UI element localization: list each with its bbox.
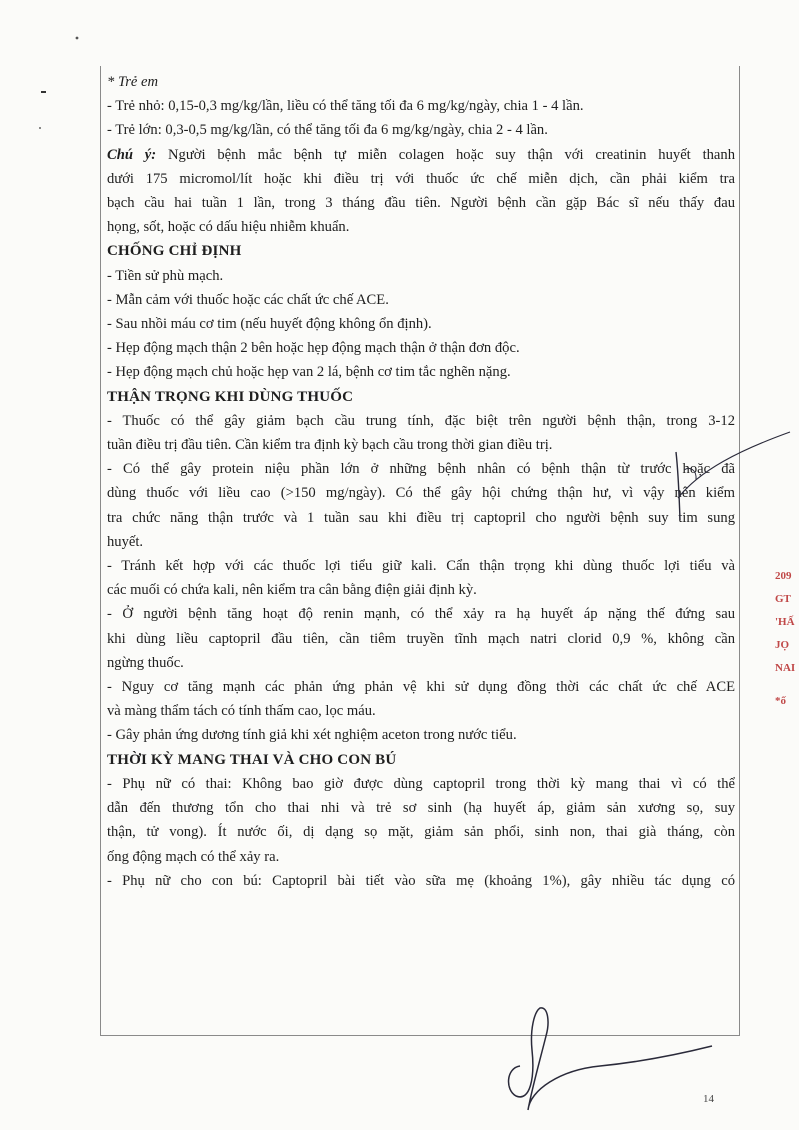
text-line: tuần điều trị đầu tiên. Cần kiểm tra định kỳ bạch cầu trong thời gian điều trị. — [107, 437, 553, 454]
red-stamp-fragment — [775, 565, 799, 713]
text-line: tra chức năng thận trước và 1 tuần sau khi điều trị captopril cho người bệnh suy tim sung — [107, 509, 735, 526]
stamp-text-line: 209 — [775, 570, 792, 582]
text-line: - Nguy cơ tăng mạnh các phản ứng phản vệ khi sử dụng đồng thời các chất ức chế ACE — [107, 679, 735, 696]
text-line: và màng thẩm tách có tính thấm cao, lọc máu. — [107, 703, 376, 720]
pregnancy-heading: THỜI KỲ MANG THAI VÀ CHO CON BÚ — [107, 751, 397, 768]
text-line: dùng thuốc với liều cao (>150 mg/ngày). Có thể gây hội chứng thận hư, vì vậy nên kiểm — [107, 485, 735, 502]
stamp-text-line: NAI — [775, 662, 796, 674]
document-body — [107, 70, 735, 893]
margin-dash — [41, 91, 46, 93]
children-dose-title: * Trẻ em — [107, 74, 159, 90]
note-label: Chú ý: — [107, 146, 157, 163]
stamp-text-line: GT — [775, 593, 791, 605]
text-line: - Gây phản ứng dương tính giả khi xét nghiệm aceton trong nước tiểu. — [107, 727, 517, 744]
stamp-text-line: 'HẤ — [775, 616, 795, 628]
text-line: - Phụ nữ có thai: Không bao giờ được dùng captopril trong thời kỳ mang thai vì có thể — [107, 775, 735, 792]
text-line: thận, tử vong). Ít nước ối, dị dạng sọ mặt, giảm sản phổi, sinh non, thai già tháng, còn — [107, 824, 735, 841]
list-item: - Hẹp động mạch thận 2 bên hoặc hẹp động mạch thận ở thận đơn độc. — [107, 340, 520, 357]
stamp-text-line: *ố — [775, 695, 786, 707]
text-line: dẫn đến thương tổn cho thai nhi và trẻ sơ sinh (hạ huyết áp, giảm sản xương sọ, suy — [107, 800, 735, 817]
list-item: - Trẻ lớn: 0,3-0,5 mg/kg/lần, có thể tăng tối đa 6 mg/kg/ngày, chia 2 - 4 lần. — [107, 122, 548, 139]
note-line: bạch cầu hai tuần 1 lần, trong 3 tháng đầu tiên. Người bệnh cần gặp Bác sĩ nếu thấy đau — [107, 195, 735, 212]
list-item: - Sau nhồi máu cơ tim (nếu huyết động không ổn định). — [107, 316, 432, 333]
page-number: 14 — [703, 1093, 714, 1105]
list-item: - Hẹp động mạch chủ hoặc hẹp van 2 lá, bệnh cơ tim tắc nghẽn nặng. — [107, 364, 511, 381]
text-line: khi dùng liều captopril đầu tiên, cần tiêm truyền tĩnh mạch natri clorid 0,9 %, không cần — [107, 630, 735, 647]
text-line: - Thuốc có thể gây giảm bạch cầu trung tính, đặc biệt trên người bệnh thận, trong 3-12 — [107, 412, 735, 429]
text-line: ống động mạch có thể xảy ra. — [107, 848, 280, 865]
note-line: họng, sốt, hoặc có dấu hiệu nhiễm khuẩn. — [107, 219, 350, 236]
note-line — [107, 143, 735, 167]
text-line: ngừng thuốc. — [107, 654, 184, 671]
precautions-heading: THẬN TRỌNG KHI DÙNG THUỐC — [107, 388, 354, 405]
list-item: - Mẫn cảm với thuốc hoặc các chất ức chế ACE. — [107, 291, 389, 308]
text-line: - Phụ nữ cho con bú: Captopril bài tiết vào sữa mẹ (khoảng 1%), gây nhiều tác dụng có — [107, 872, 735, 889]
text-line: các muối có chứa kali, nên kiểm tra cân bằng điện giải định kỳ. — [107, 582, 477, 599]
margin-dot — [39, 127, 41, 129]
contraindications-heading: CHỐNG CHỈ ĐỊNH — [107, 243, 242, 260]
text-line: - Có thể gây protein niệu phần lớn ở những bệnh nhân có bệnh thận từ trước hoặc đã — [107, 461, 735, 478]
margin-marks — [0, 0, 100, 200]
text-line: - Ở người bệnh tăng hoạt độ renin mạnh, có thể xảy ra hạ huyết áp nặng thế đứng sau — [107, 606, 735, 623]
text-line: huyết. — [107, 533, 144, 550]
note-text: Người bệnh mắc bệnh tự miễn colagen hoặc suy thận với creatinin huyết thanh — [168, 146, 735, 163]
text-line: - Tránh kết hợp với các thuốc lợi tiểu giữ kali. Cẩn thận trọng khi dùng thuốc lợi tiểu và — [107, 558, 735, 575]
stamp-text-line: JỌ — [775, 639, 790, 651]
margin-dot — [76, 37, 79, 40]
list-item: - Trẻ nhỏ: 0,15-0,3 mg/kg/lần, liều có thể tăng tối đa 6 mg/kg/ngày, chia 1 - 4 lần. — [107, 98, 584, 115]
list-item: - Tiền sử phù mạch. — [107, 267, 224, 284]
note-line: dưới 175 micromol/lít hoặc khi điều trị với thuốc ức chế miễn dịch, cần phải kiểm tra — [107, 170, 735, 187]
